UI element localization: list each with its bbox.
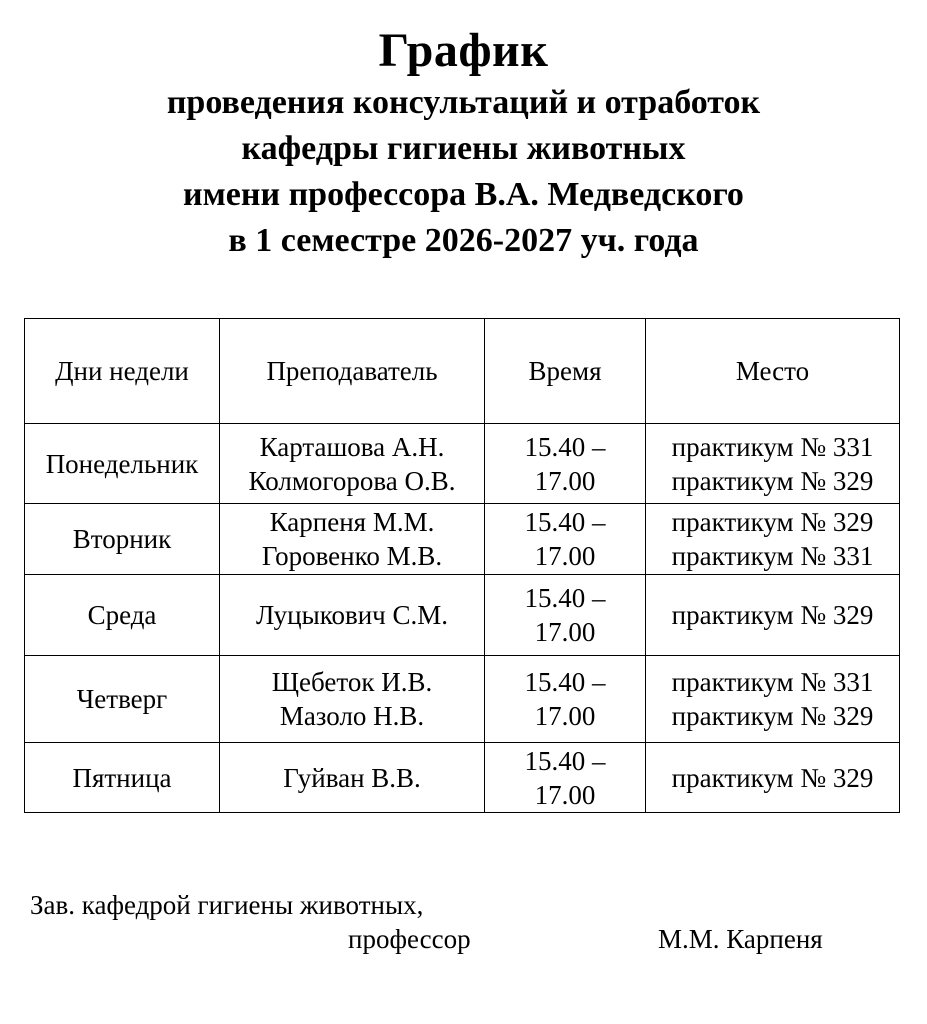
teacher-cell: [220, 743, 485, 813]
day-cell: [25, 424, 220, 504]
document-title: График: [378, 24, 549, 77]
signature-position: Зав. кафедрой гигиены животных,: [30, 890, 424, 920]
day-cell: [25, 504, 220, 575]
teacher-cell: [220, 424, 485, 504]
time-end: 17.00: [534, 701, 596, 731]
time-start: 15.40 –: [524, 583, 606, 613]
header-teacher: Преподаватель: [220, 319, 485, 424]
day-cell: [25, 575, 220, 656]
teacher-name: Луцыкович С.М.: [255, 600, 449, 630]
teacher-cell: [220, 504, 485, 575]
teacher-name: Колмогорова О.В.: [248, 465, 456, 496]
subtitle-line-3: имени профессора В.А. Медведского: [183, 176, 744, 213]
teacher-name: Горовенко М.В.: [261, 541, 443, 571]
place-name: практикум № 329: [671, 507, 874, 537]
place-cell: [646, 424, 900, 504]
place-cell: [646, 504, 900, 575]
subtitle-line-2: кафедры гигиены животных: [241, 130, 686, 167]
place-name: практикум № 331: [671, 431, 874, 462]
place-name: практикум № 329: [671, 701, 874, 731]
header-place: Место: [646, 319, 900, 424]
teacher-cell: [220, 575, 485, 656]
table-row: [25, 575, 900, 656]
header-days: Дни недели: [25, 319, 220, 424]
day-name: Вторник: [72, 524, 172, 554]
day-name: Понедельник: [45, 448, 199, 479]
time-cell: [485, 656, 646, 743]
teacher-name: Карташова А.Н.: [259, 431, 445, 462]
day-name: Четверг: [76, 684, 168, 714]
header-time: Время: [485, 319, 646, 424]
subtitle-line-1: проведения консультаций и отработок: [166, 84, 761, 121]
table-row: [25, 504, 900, 575]
place-cell: [646, 743, 900, 813]
place-name: практикум № 331: [671, 541, 874, 571]
place-name: практикум № 331: [671, 667, 874, 697]
teacher-name: Щебеток И.В.: [271, 667, 433, 697]
place-cell: [646, 656, 900, 743]
day-name: Среда: [87, 600, 157, 630]
table-row: [25, 424, 900, 504]
teacher-cell: [220, 656, 485, 743]
time-cell: [485, 743, 646, 813]
teacher-name: Карпеня М.М.: [269, 507, 435, 537]
place-name: практикум № 329: [671, 600, 874, 630]
time-end: 17.00: [534, 617, 596, 647]
time-start: 15.40 –: [524, 507, 606, 537]
table-row: [25, 656, 900, 743]
time-start: 15.40 –: [524, 745, 606, 776]
time-cell: [485, 575, 646, 656]
schedule-table: [24, 318, 900, 813]
teacher-name: Мазоло Н.В.: [279, 701, 425, 731]
place-cell: [646, 575, 900, 656]
day-cell: [25, 743, 220, 813]
time-end: 17.00: [534, 779, 596, 810]
teacher-name: Гуйван В.В.: [283, 762, 421, 793]
day-name: Пятница: [72, 762, 172, 793]
time-end: 17.00: [534, 541, 596, 571]
document-heading: [0, 22, 927, 264]
day-cell: [25, 656, 220, 743]
time-start: 15.40 –: [524, 431, 606, 462]
time-start: 15.40 –: [524, 667, 606, 697]
signature-name: М.М. Карпеня: [658, 924, 823, 954]
place-name: практикум № 329: [671, 465, 874, 496]
table-header-row: [25, 319, 900, 424]
subtitle-line-4: в 1 семестре 2026-2027 уч. года: [228, 222, 699, 259]
signature-title: профессор: [348, 924, 471, 954]
time-cell: [485, 504, 646, 575]
place-name: практикум № 329: [671, 762, 874, 793]
table-row: [25, 743, 900, 813]
time-cell: [485, 424, 646, 504]
time-end: 17.00: [534, 465, 596, 496]
